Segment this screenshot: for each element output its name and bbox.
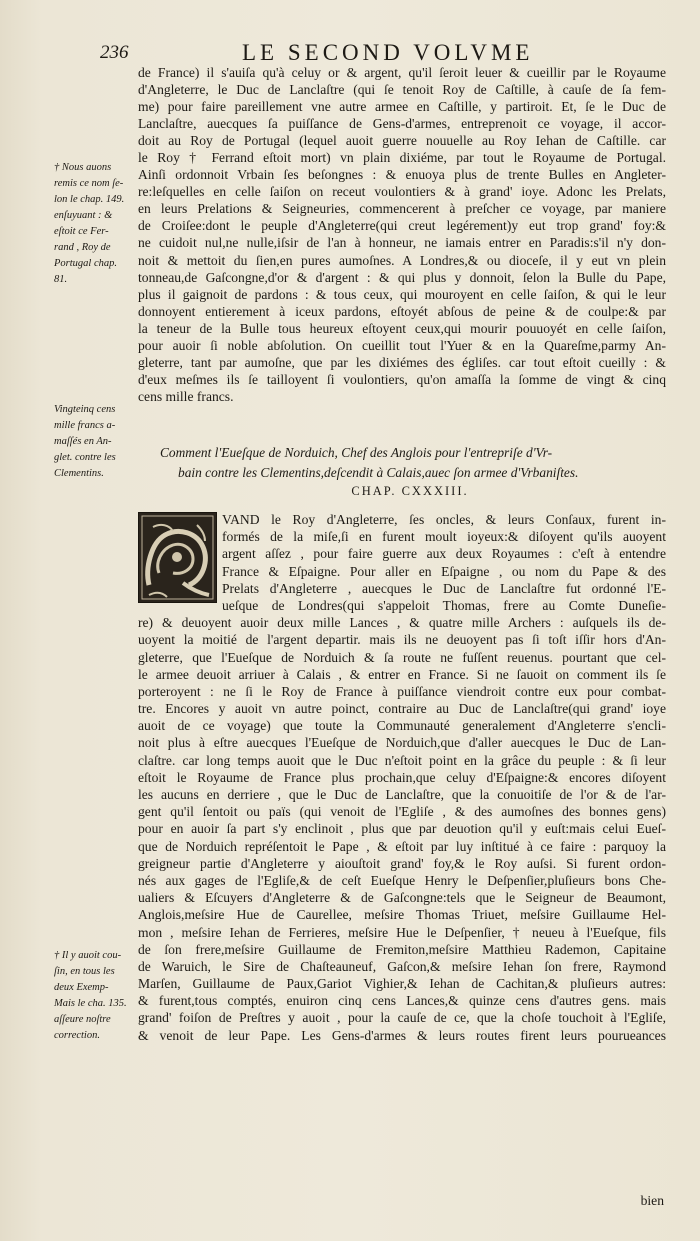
text-line: plus il gaignoit de pardons : & tous ceux, qui mouroyent en celle ſaiſon, & qui le leur (138, 286, 666, 302)
text-line: de Waruich, le Sire de Chaſteauneuf, Gaſcon,& meſsire Iehan ſon frere, Raymond (138, 958, 666, 974)
text-line: tonneau,de Gaſcongne,d'or & d'argent : & qui plus y donnoit, ſelon la Bulle du Pape, (138, 269, 666, 285)
text-line: de ſon frere,meſsire Guillaume de Fremiton,meſsire Matthieu Rademon, Capitaine (138, 941, 666, 957)
text-line: claſtre. car long temps auoit que le Duc n'eſtoit point en la grâce du peuple : & ſi leur (138, 752, 666, 768)
text-line: uoyent la moitié de l'argent departir. mais ils ne deuoyent pas ſi toſt iſſir hors d'An- (138, 632, 666, 648)
text-line: Ainſi ordonnoit Vrbain ſes beſongnes : & enuoya plus de trente Bulles en Angleter- (138, 167, 666, 183)
text-line: donnoyent entierement à iceux pardons, eſtoyét abſous de peine & de coulpe:& par (138, 303, 666, 319)
text-line: me) pour faire pareillement vne autre armee en Caſtille, y partiroit. Et, ſe le Duc de (138, 99, 666, 115)
text-line: de Croiſee:dont le peuple d'Angleterre(qui creut legérement)y eut trop grand' foy:& (138, 218, 666, 234)
text-line: eſtoit le Royaume de France plus prochain,que celuy d'Eſpaigne:& encores diſoyent (138, 769, 666, 785)
text-line: mon , meſsire Iehan de Ferrieres, meſsire Hue le Deſpenſier, † neueu à l'Eueſque, fils (138, 924, 666, 940)
margin-note-cousin: † Il y auoit cou- ſin, en tous les deux Exemp- Mais le cha. 135. aſſeure noſtre correction. (54, 950, 127, 1041)
text-line: ne cuidoit nul,ne nulle,iſsir de l'an à honneur, ne iamais entrer en Paradis:s'il n'y don- (138, 235, 666, 251)
text-line: d'eux meſmes ils ſe tailloyent ſi voulontiers, qu'on amaſſa la ſomme de vingt & cinq (138, 371, 666, 387)
text-line: Prelats d'Angleterre , auecques le Duc de Lanclaſtre fut ordonné l'E- (222, 580, 666, 596)
text-line: argent aſſez , pour faire guerre aux deux Royaumes : c'eſt à entendre (222, 546, 666, 562)
text-line: cens mille francs. (138, 388, 234, 404)
text-line: le Roy † Ferrand eſtoit mort) vn plain dixiéme, par tout le Royaume de Portugal. (138, 150, 666, 166)
margin-note-ferrand: † Nous auons remis ce nom ſe- lon le chap. 149. enſuyuant : & eſtoit ce Fer- rand , Roy de Portugal chap. 81. (54, 162, 125, 285)
margin-note-francs: Vingteinq cens mille francs a- maſſés en An- glet. contre les Clementins. (54, 404, 116, 479)
text-line: pour en auoir ſa part s'y enclinoit , plus que par deuotion qu'il y euſt:mais celui Eueſ- (138, 821, 666, 837)
text-line: de France) il s'auiſa qu'à celuy or & argent, qu'il ſeroit leuer & cueillir par le Royaume (138, 65, 666, 80)
text-line: France & Eſpaigne. Pour aller en Eſpaigne , ou nom du Pape & des (222, 563, 666, 579)
text-line: & venoit de leur Pape. Les Gens-d'armes & leurs routes firent leurs pourueances (138, 1027, 666, 1043)
text-line: les aucuns en derriere , que le Duc de Lanclaſtre, que la conuoitiſe de l'or & de l'ar- (138, 787, 666, 802)
text-line: Marſen, Guillaume de Paux,Gariot Vighier,& Iehan de Cachitan,& pluſieurs autres: (138, 976, 666, 992)
text-line: VAND le Roy d'Angleterre, ſes oncles, & leurs Conſaux, furent in- (222, 512, 666, 527)
text-line: ualiers & Eſcuyers d'Angleterre & de Gaſcongne:tels que le Seigneur de Beaumont, (138, 890, 666, 906)
text-line: tre. Encores y auoit vn autre poinct, contraire au Duc de Lanclaſtre(qui grand' ioye (138, 701, 666, 717)
text-line: formés de la miſe,ſi en furent moult ioyeux:& diſoyent qu'ils auoyent (222, 529, 666, 545)
text-line: d'Angleterre, le Duc de Lanclaſtre (qui ſe tenoit Roy de Caſtille, à cauſe de ſa fem- (138, 82, 666, 98)
text-line: Anglois,meſsire Hue de Caurellee, meſsire Thomas Triuet, meſsire Guillaume Hel- (138, 907, 666, 923)
text-line: en leurs Prelations & Seigneuries, commencerent à preſcher ce voyage, par maniere (138, 201, 666, 217)
text-line: pour auoir ſi noble abſolution. On cueillit tout l'Yuer & en la Quareſme,parmy An- (138, 337, 666, 353)
chapter-heading-line: bain contre les Clementins,deſcendit à Calais,auec ſon armee d'Vrbaniſtes. (178, 465, 579, 480)
text-line: gent qu'il ſentoit ou païs (qui venoit de l'Egliſe , & des aumoſnes des bonnes gens) (138, 804, 666, 820)
page-header (100, 40, 680, 66)
running-title: LE SECOND VOLVME (242, 40, 534, 65)
chapter-text (138, 511, 666, 1044)
page-number: 236 (100, 42, 129, 63)
text-line: porteroyent : ne ſi le Roy de France à puiſſance viendroit contre eux pour combat- (138, 683, 666, 699)
text-line: noit & mettoit du ſien,en pures aumoſnes. A Londres,& ou dioceſe, il y eut vn plein (138, 252, 666, 268)
text-line: re:leſquelles en celle ſaiſon on receut voulontiers & à grand' ioye. Adonc les Prelats, (138, 184, 666, 200)
chapter-heading (160, 443, 660, 483)
text-line: Lanclaſtre, auecques ſa puiſſance de Gens-d'armes, entreprenoit ce voyage, il accor- (138, 116, 666, 132)
text-line: doit au Roy de Portugal (lequel auoit guerre nouuelle au Roy Iehan de Caſtille. car (138, 133, 666, 149)
text-line: ueſque de Londres(qui s'appeloit Thomas, frere au Comte Duneſie- (222, 597, 666, 613)
text-line: re) & deuoyent auoir deux mille Lances , & quatre mille Archers : auſquels ils de- (138, 615, 666, 631)
text-line: gleterre, que l'Eueſque de Norduich & ſa route ne fuſſent reuenus. pourtant que cel- (138, 649, 666, 665)
text-line: nés aux gages de l'Egliſe,& de ceſt Eueſque Henry le Deſpenſier,pluſieurs bons Che- (138, 872, 666, 888)
text-line: greigneur partie d'Angleterre y aiouſtoit grand' foy,& le Roy auſsi. Si furent ordon- (138, 855, 666, 871)
text-line: & furent,tous comptés, enuiron cinq cens Lances,& quinze cens d'autres gens. mais (138, 993, 666, 1009)
catchword: bien (640, 1193, 664, 1208)
text-line: que de Norduich repréſentoit le Pape , & eſtoit par luy inſtitué à ce faire : parquoy la (138, 838, 666, 854)
chapter-number: CHAP. CXXXIII. (351, 484, 469, 498)
text-line: auoit de ce voyage) que toute la Communauté generalement d'Angleterre s'encli- (138, 718, 666, 734)
chapter-heading-line: Comment l'Eueſque de Norduich, Chef des Anglois pour l'entrepriſe d'Vr- (160, 445, 553, 460)
text-line: gleterre, tant par aumoſne, que par les dixiémes des égliſes. car tout eſtoit cueilly : & (138, 354, 666, 370)
continuation-text (138, 64, 666, 405)
text-line: noit plus à eſtre auecques l'Eueſque de Norduich,que d'aller auecques le Duc de Lan- (138, 735, 666, 751)
text-line: grand' foiſon de Preſtres y auoit , pour la cauſe de ce, que la choſe touchoit à l'Egliſe, (138, 1010, 666, 1026)
text-line: la teneur de la Bulle tous heureux eſtoyent ceux,qui mourir pouuoyét en celle ſaiſon, (138, 320, 666, 336)
text-line: le armee deuoit arriuer à Calais , & entrer en France. Si ne ſauoit on comment ils ſe (138, 666, 666, 682)
